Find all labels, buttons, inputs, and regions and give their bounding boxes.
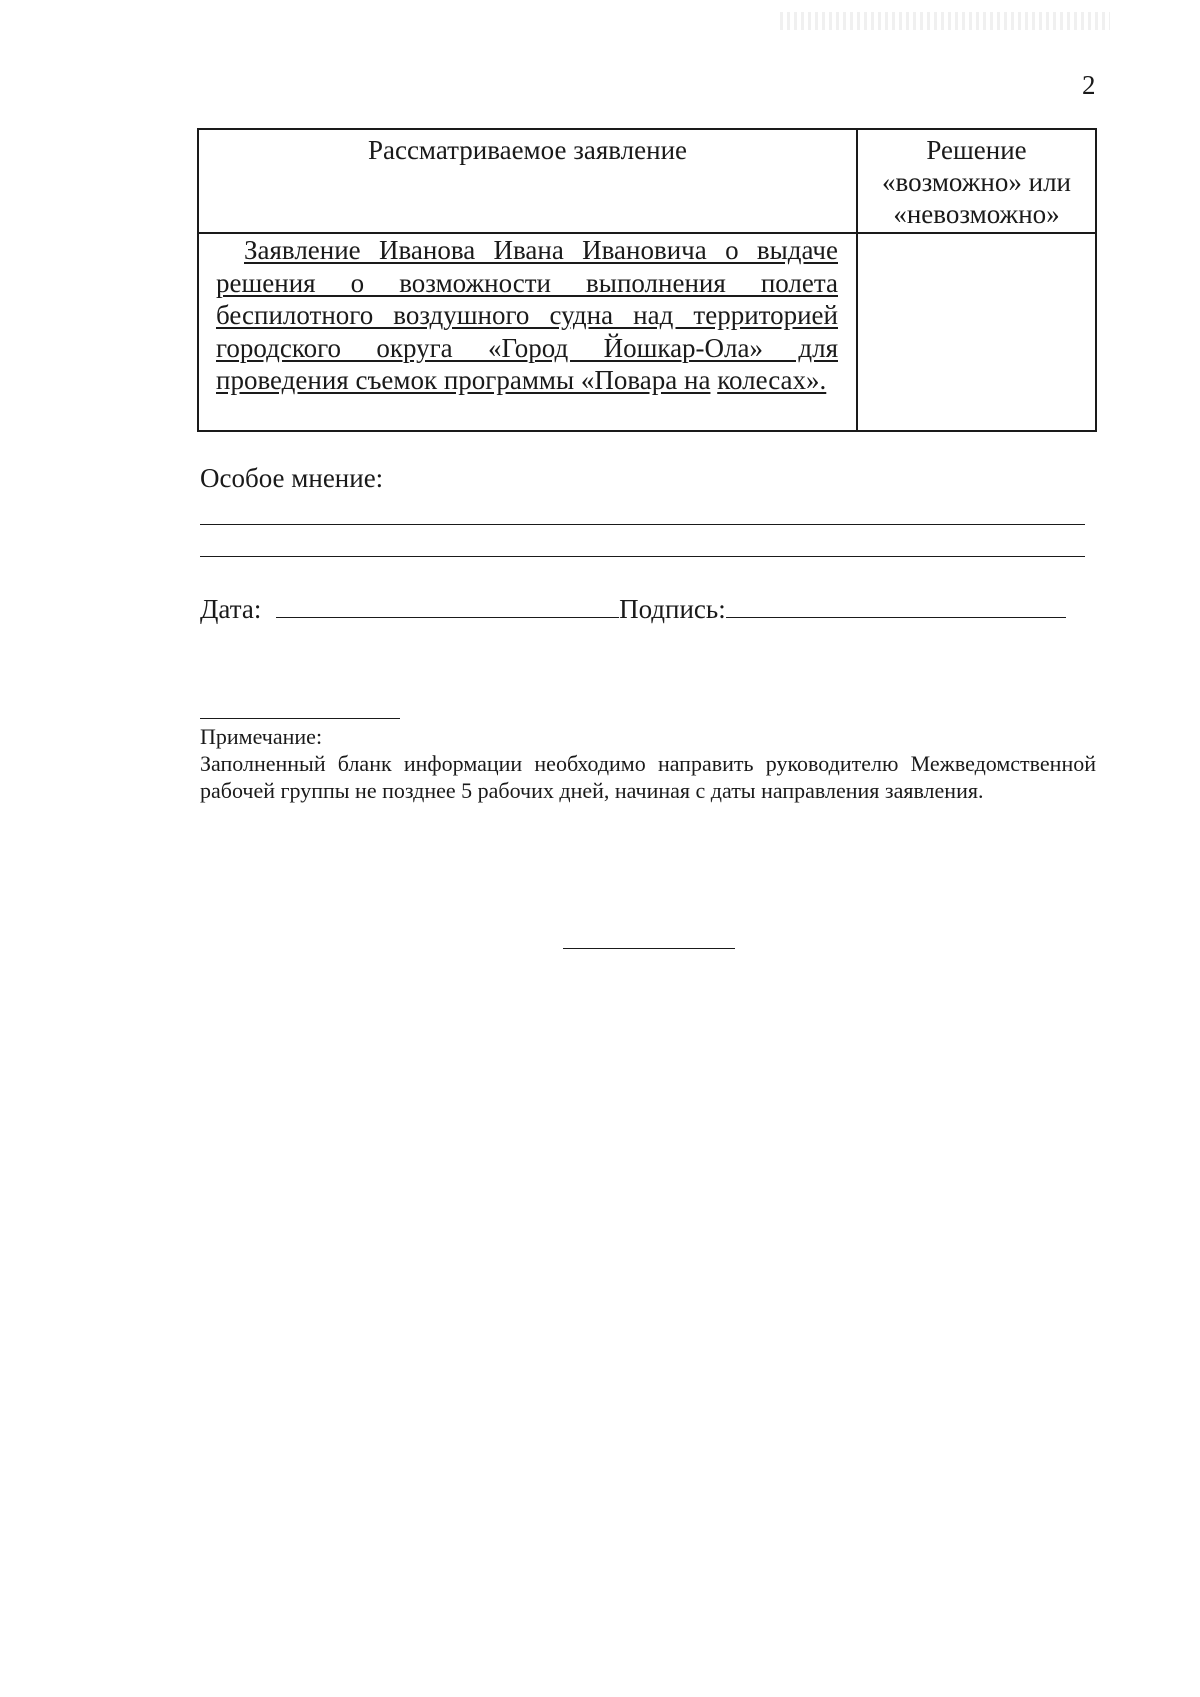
special-opinion-line[interactable] xyxy=(200,556,1085,557)
date-label: Дата: xyxy=(200,594,262,624)
statement-line: колесах». xyxy=(717,365,827,395)
header-decision xyxy=(857,129,1096,233)
statement-line: Заявление Иванова Ивана Ивановича о выдаче xyxy=(244,235,838,265)
statement-line: городского округа «Город Йошкар-Ола» для xyxy=(216,332,838,363)
header-decision-line: Решение xyxy=(926,135,1027,165)
note-label: Примечание: xyxy=(200,724,323,749)
header-decision-line: «возможно» или xyxy=(882,167,1071,197)
statement-line: проведения съемок программы «Повара на xyxy=(216,365,711,395)
note-text: Заполненный бланк информации необходимо направить руководителю Межведомственной рабочей группы не позднее 5 рабочих дней, начиная с даты направления заявления. xyxy=(200,751,1096,803)
page-number: 2 xyxy=(1082,70,1096,100)
signature-label: Подпись: xyxy=(619,594,726,624)
special-opinion-line[interactable] xyxy=(200,524,1085,525)
date-field[interactable] xyxy=(276,593,619,618)
signature-row xyxy=(200,593,1066,625)
statement-line: беспилотного воздушного судна над территорией xyxy=(216,300,838,330)
document-end-divider xyxy=(563,948,735,949)
header-decision-line: «невозможно» xyxy=(893,199,1060,229)
special-opinion-label: Особое мнение: xyxy=(200,463,384,493)
review-table xyxy=(197,128,1097,432)
decision-cell[interactable] xyxy=(857,233,1096,431)
table-row xyxy=(198,233,1096,431)
statement-line: решения о возможности выполнения полета xyxy=(216,267,838,298)
scan-artifact xyxy=(780,12,1110,30)
signature-field[interactable] xyxy=(726,593,1066,618)
header-statement: Рассматриваемое заявление xyxy=(198,129,857,233)
table-header-row xyxy=(198,129,1096,233)
footnote-divider xyxy=(200,718,400,719)
statement-cell xyxy=(198,233,857,431)
